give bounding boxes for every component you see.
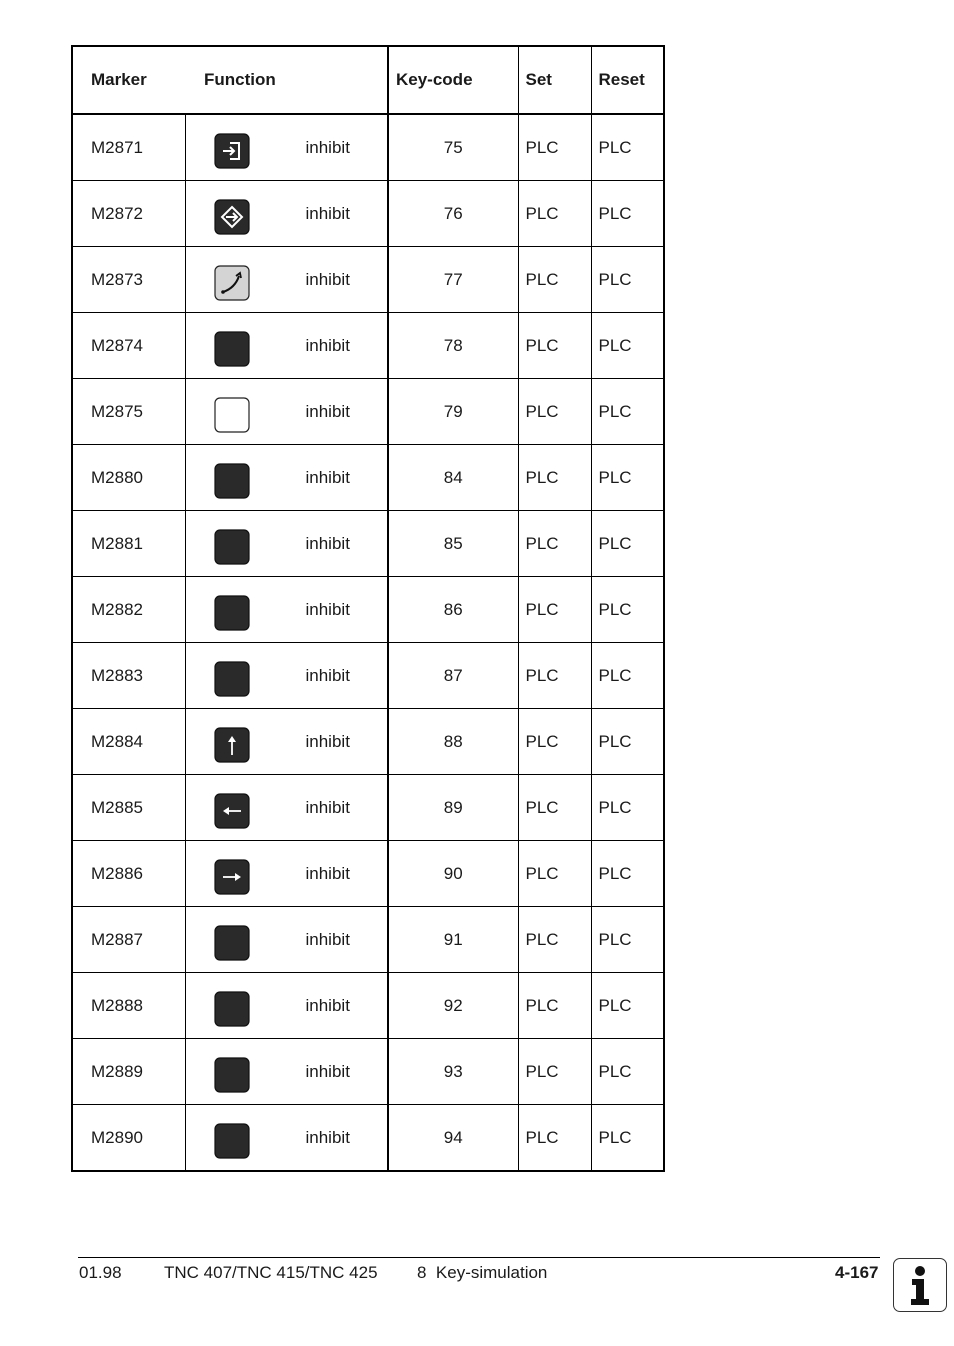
table-row [72,379,664,445]
set-cell: PLC [518,181,591,247]
function-text: inhibit [305,336,350,355]
set-cell: PLC [518,775,591,841]
table-row [72,1039,664,1105]
table-row [72,577,664,643]
table-row [72,445,664,511]
blank-dark-key-icon [214,991,250,1027]
table-row [72,643,664,709]
blank-dark-key-icon [214,925,250,961]
reset-cell: PLC [591,973,664,1039]
blank-dark-key-icon [214,463,250,499]
footer-product: TNC 407/TNC 415/TNC 425 [164,1263,378,1282]
function-text: inhibit [305,600,350,619]
key-code-cell: 86 [388,577,518,643]
marker-header: Marker [91,70,147,89]
arrow-left-key-icon [214,793,250,829]
marker-cell: M2885 [72,775,185,841]
marker-cell: M2886 [72,841,185,907]
set-cell: PLC [518,247,591,313]
function-text: inhibit [305,138,350,157]
key-code-cell: 77 [388,247,518,313]
table-row [72,973,664,1039]
table-row [72,775,664,841]
reset-cell: PLC [591,379,664,445]
function-text: inhibit [305,666,350,685]
key-code-cell: 79 [388,379,518,445]
marker-cell: M2882 [72,577,185,643]
info-glyph [894,1259,946,1311]
set-cell: PLC [518,1039,591,1105]
marker-cell: M2874 [72,313,185,379]
function-text: inhibit [305,798,350,817]
function-cell [185,841,388,907]
blank-dark-key-icon [214,1123,250,1159]
table-row [72,1105,664,1172]
arrow-up-key-icon [214,727,250,763]
reset-header: Reset [591,46,664,114]
function-text: inhibit [305,996,350,1015]
set-cell: PLC [518,907,591,973]
set-cell: PLC [518,709,591,775]
reset-cell: PLC [591,1105,664,1172]
function-text: inhibit [305,1062,350,1081]
marker-cell: M2871 [72,114,185,181]
reset-cell: PLC [591,313,664,379]
function-cell [185,643,388,709]
marker-cell: M2872 [72,181,185,247]
key-code-cell: 92 [388,973,518,1039]
set-header: Set [518,46,591,114]
blank-dark-key-icon [214,331,250,367]
marker-cell: M2884 [72,709,185,775]
set-cell: PLC [518,114,591,181]
table-row [72,841,664,907]
reset-cell: PLC [591,643,664,709]
blank-white-key-icon [214,397,250,433]
key-code-cell: 87 [388,643,518,709]
marker-cell: M2880 [72,445,185,511]
marker-cell: M2873 [72,247,185,313]
reset-cell: PLC [591,907,664,973]
key-code-cell: 91 [388,907,518,973]
function-cell [185,1039,388,1105]
function-cell [185,114,388,181]
curved-path-key-icon [214,265,250,301]
marker-cell: M2889 [72,1039,185,1105]
set-cell: PLC [518,841,591,907]
key-code-cell: 88 [388,709,518,775]
set-cell: PLC [518,973,591,1039]
table-row [72,907,664,973]
page-number: 4-167 [835,1263,879,1282]
marker-cell: M2875 [72,379,185,445]
key-code-header: Key-code [388,46,518,114]
function-cell [185,379,388,445]
footer-date: 01.98 [79,1263,122,1282]
function-cell [185,445,388,511]
table-row [72,114,664,181]
function-text: inhibit [305,732,350,751]
reset-cell: PLC [591,247,664,313]
function-cell [185,1105,388,1172]
enter-arrow-key-icon [214,133,250,169]
set-cell: PLC [518,445,591,511]
function-cell [185,973,388,1039]
footer-chapter: 8 Key-simulation [417,1263,548,1282]
function-text: inhibit [305,864,350,883]
function-cell [185,577,388,643]
blank-dark-key-icon [214,661,250,697]
function-text: inhibit [305,534,350,553]
table-row [72,511,664,577]
marker-cell: M2887 [72,907,185,973]
key-code-cell: 85 [388,511,518,577]
function-cell [185,313,388,379]
reset-cell: PLC [591,841,664,907]
reset-cell: PLC [591,511,664,577]
function-text: inhibit [305,204,350,223]
function-cell [185,775,388,841]
function-text: inhibit [305,930,350,949]
key-code-cell: 76 [388,181,518,247]
reset-cell: PLC [591,709,664,775]
marker-cell: M2890 [72,1105,185,1172]
function-text: inhibit [305,402,350,421]
marker-cell: M2888 [72,973,185,1039]
set-cell: PLC [518,577,591,643]
function-text: inhibit [305,1128,350,1147]
function-cell [185,709,388,775]
info-icon [893,1258,947,1312]
key-simulation-table [71,45,665,1172]
function-text: inhibit [305,270,350,289]
key-code-cell: 75 [388,114,518,181]
set-cell: PLC [518,313,591,379]
marker-cell: M2881 [72,511,185,577]
table-row [72,247,664,313]
reset-cell: PLC [591,445,664,511]
key-code-cell: 78 [388,313,518,379]
blank-dark-key-icon [214,1057,250,1093]
footer-rule [78,1257,880,1258]
reset-cell: PLC [591,114,664,181]
marker-function-header [72,46,388,114]
set-cell: PLC [518,379,591,445]
function-cell [185,511,388,577]
function-text: inhibit [305,468,350,487]
arrow-right-key-icon [214,859,250,895]
marker-cell: M2883 [72,643,185,709]
table-row [72,313,664,379]
reset-cell: PLC [591,1039,664,1105]
set-cell: PLC [518,643,591,709]
function-cell [185,907,388,973]
table-header-row [72,46,664,114]
key-code-cell: 90 [388,841,518,907]
function-header: Function [204,70,276,89]
reset-cell: PLC [591,577,664,643]
reset-cell: PLC [591,181,664,247]
function-cell [185,181,388,247]
diamond-arrow-key-icon [214,199,250,235]
blank-dark-key-icon [214,595,250,631]
blank-dark-key-icon [214,529,250,565]
key-code-cell: 84 [388,445,518,511]
set-cell: PLC [518,511,591,577]
reset-cell: PLC [591,775,664,841]
key-code-cell: 94 [388,1105,518,1172]
table-row [72,181,664,247]
key-code-cell: 93 [388,1039,518,1105]
key-code-cell: 89 [388,775,518,841]
function-cell [185,247,388,313]
table-row [72,709,664,775]
set-cell: PLC [518,1105,591,1172]
